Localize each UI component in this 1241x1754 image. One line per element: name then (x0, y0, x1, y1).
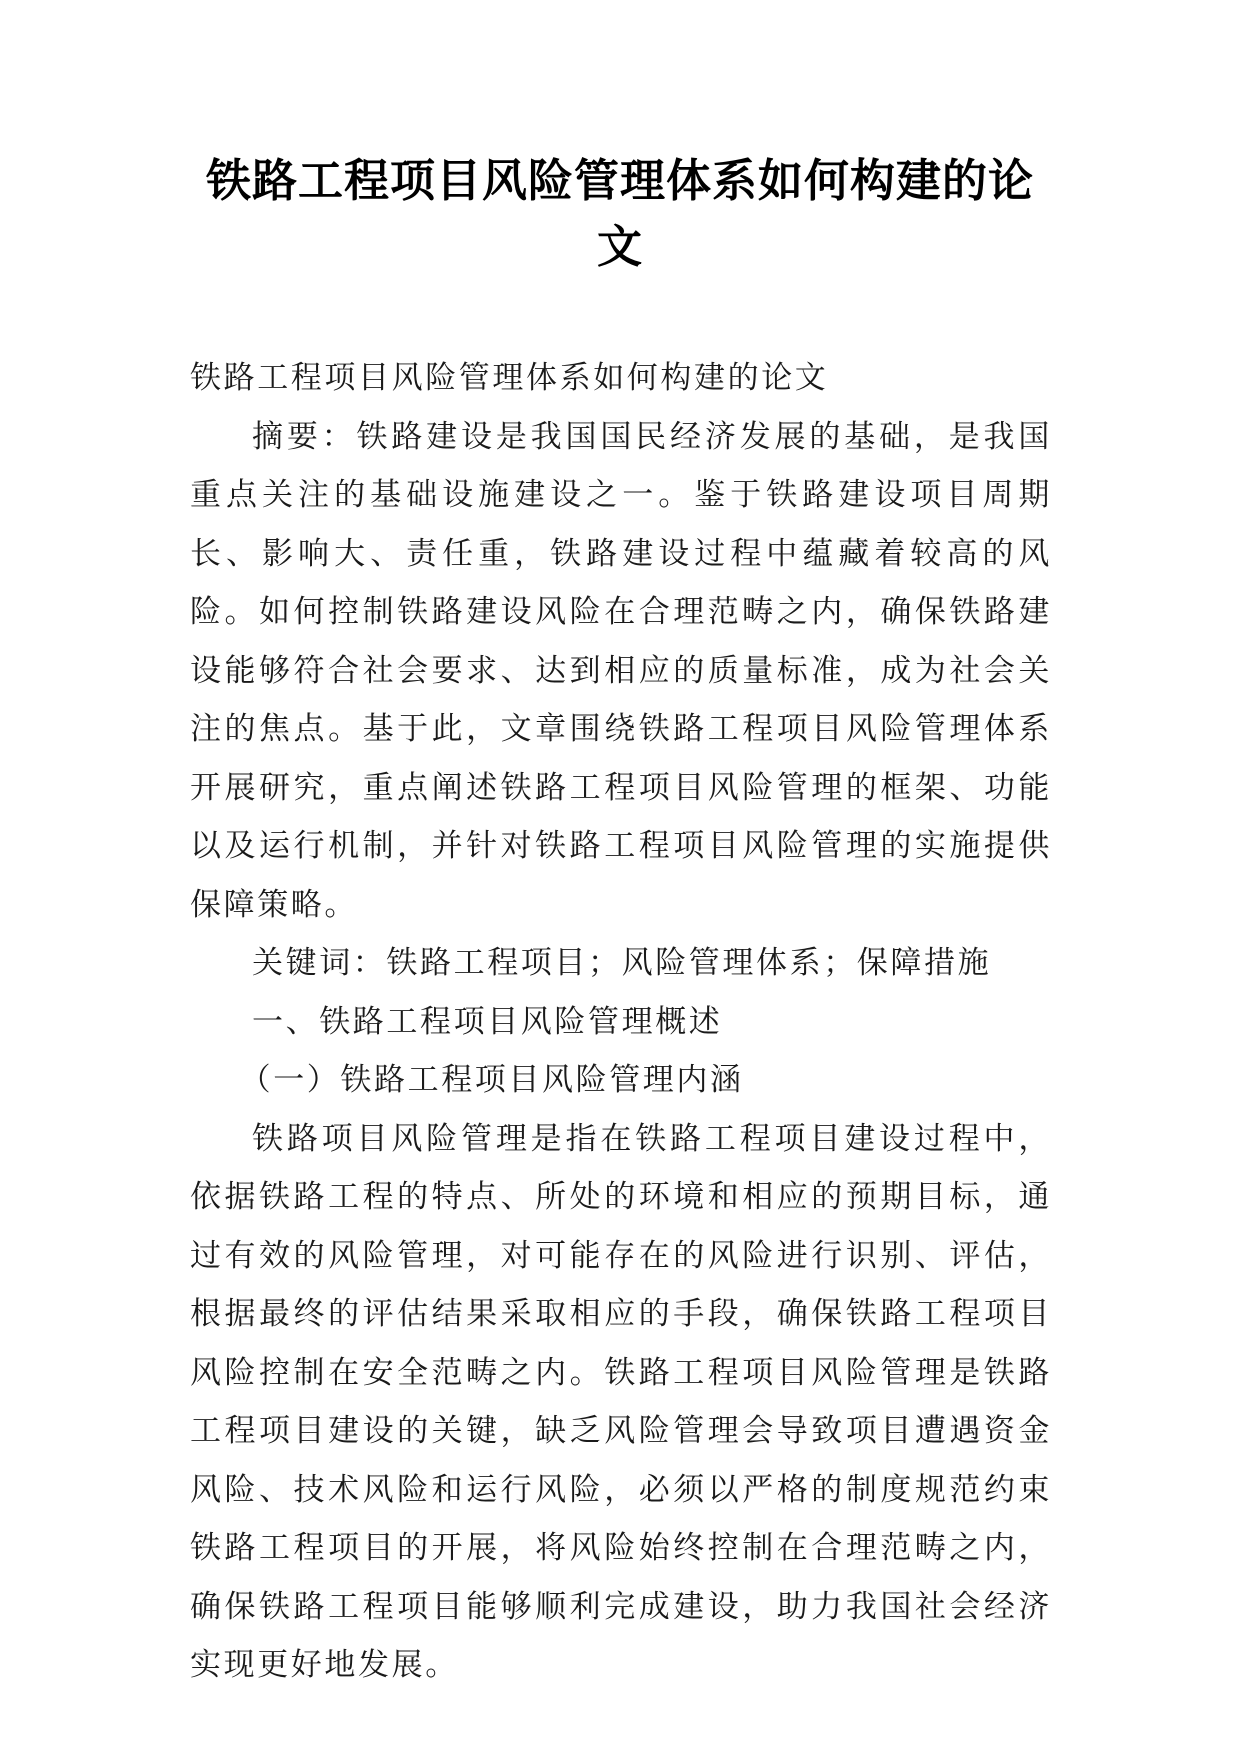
document-title-line-2: 文 (596, 220, 643, 273)
document-title (190, 148, 1050, 280)
abstract-paragraph: 摘要：铁路建设是我国国民经济发展的基础，是我国重点关注的基础设施建设之一。鉴于铁路建设项目周期长、影响大、责任重，铁路建设过程中蕴藏着较高的风险。如何控制铁路建设风险在合理范畴之内，确保铁路建设能够符合社会要求、达到相应的质量标准，成为社会关注的焦点。基于此，文章围绕铁路工程项目风险管理体系开展研究，重点阐述铁路工程项目风险管理的框架、功能以及运行机制，并针对铁路工程项目风险管理的实施提供保障策略。 (190, 418, 1052, 923)
document-title-line-1: 铁路工程项目风险管理体系如何构建的论 (205, 154, 1034, 207)
body-paragraph: 铁路项目风险管理是指在铁路工程项目建设过程中，依据铁路工程的特点、所处的环境和相应的预期目标，通过有效的风险管理，对可能存在的风险进行识别、评估，根据最终的评估结果采取相应的手段，确保铁路工程项目风险控制在安全范畴之内。铁路工程项目风险管理是铁路工程项目建设的关键，缺乏风险管理会导致项目遭遇资金风险、技术风险和运行风险，必须以严格的制度规范约束铁路工程项目的开展，将风险始终控制在合理范畴之内，确保铁路工程项目能够顺利完成建设，助力我国社会经济实现更好地发展。 (190, 1120, 1052, 1683)
section-heading: 一、铁路工程项目风险管理概述 (252, 1003, 723, 1040)
document-subtitle: 铁路工程项目风险管理体系如何构建的论文 (190, 360, 829, 396)
subsection-heading: （一）铁路工程项目风险管理内涵 (239, 1062, 744, 1098)
document-body (190, 349, 1052, 1695)
keywords-line: 关键词：铁路工程项目；风险管理体系；保障措施 (252, 945, 992, 981)
